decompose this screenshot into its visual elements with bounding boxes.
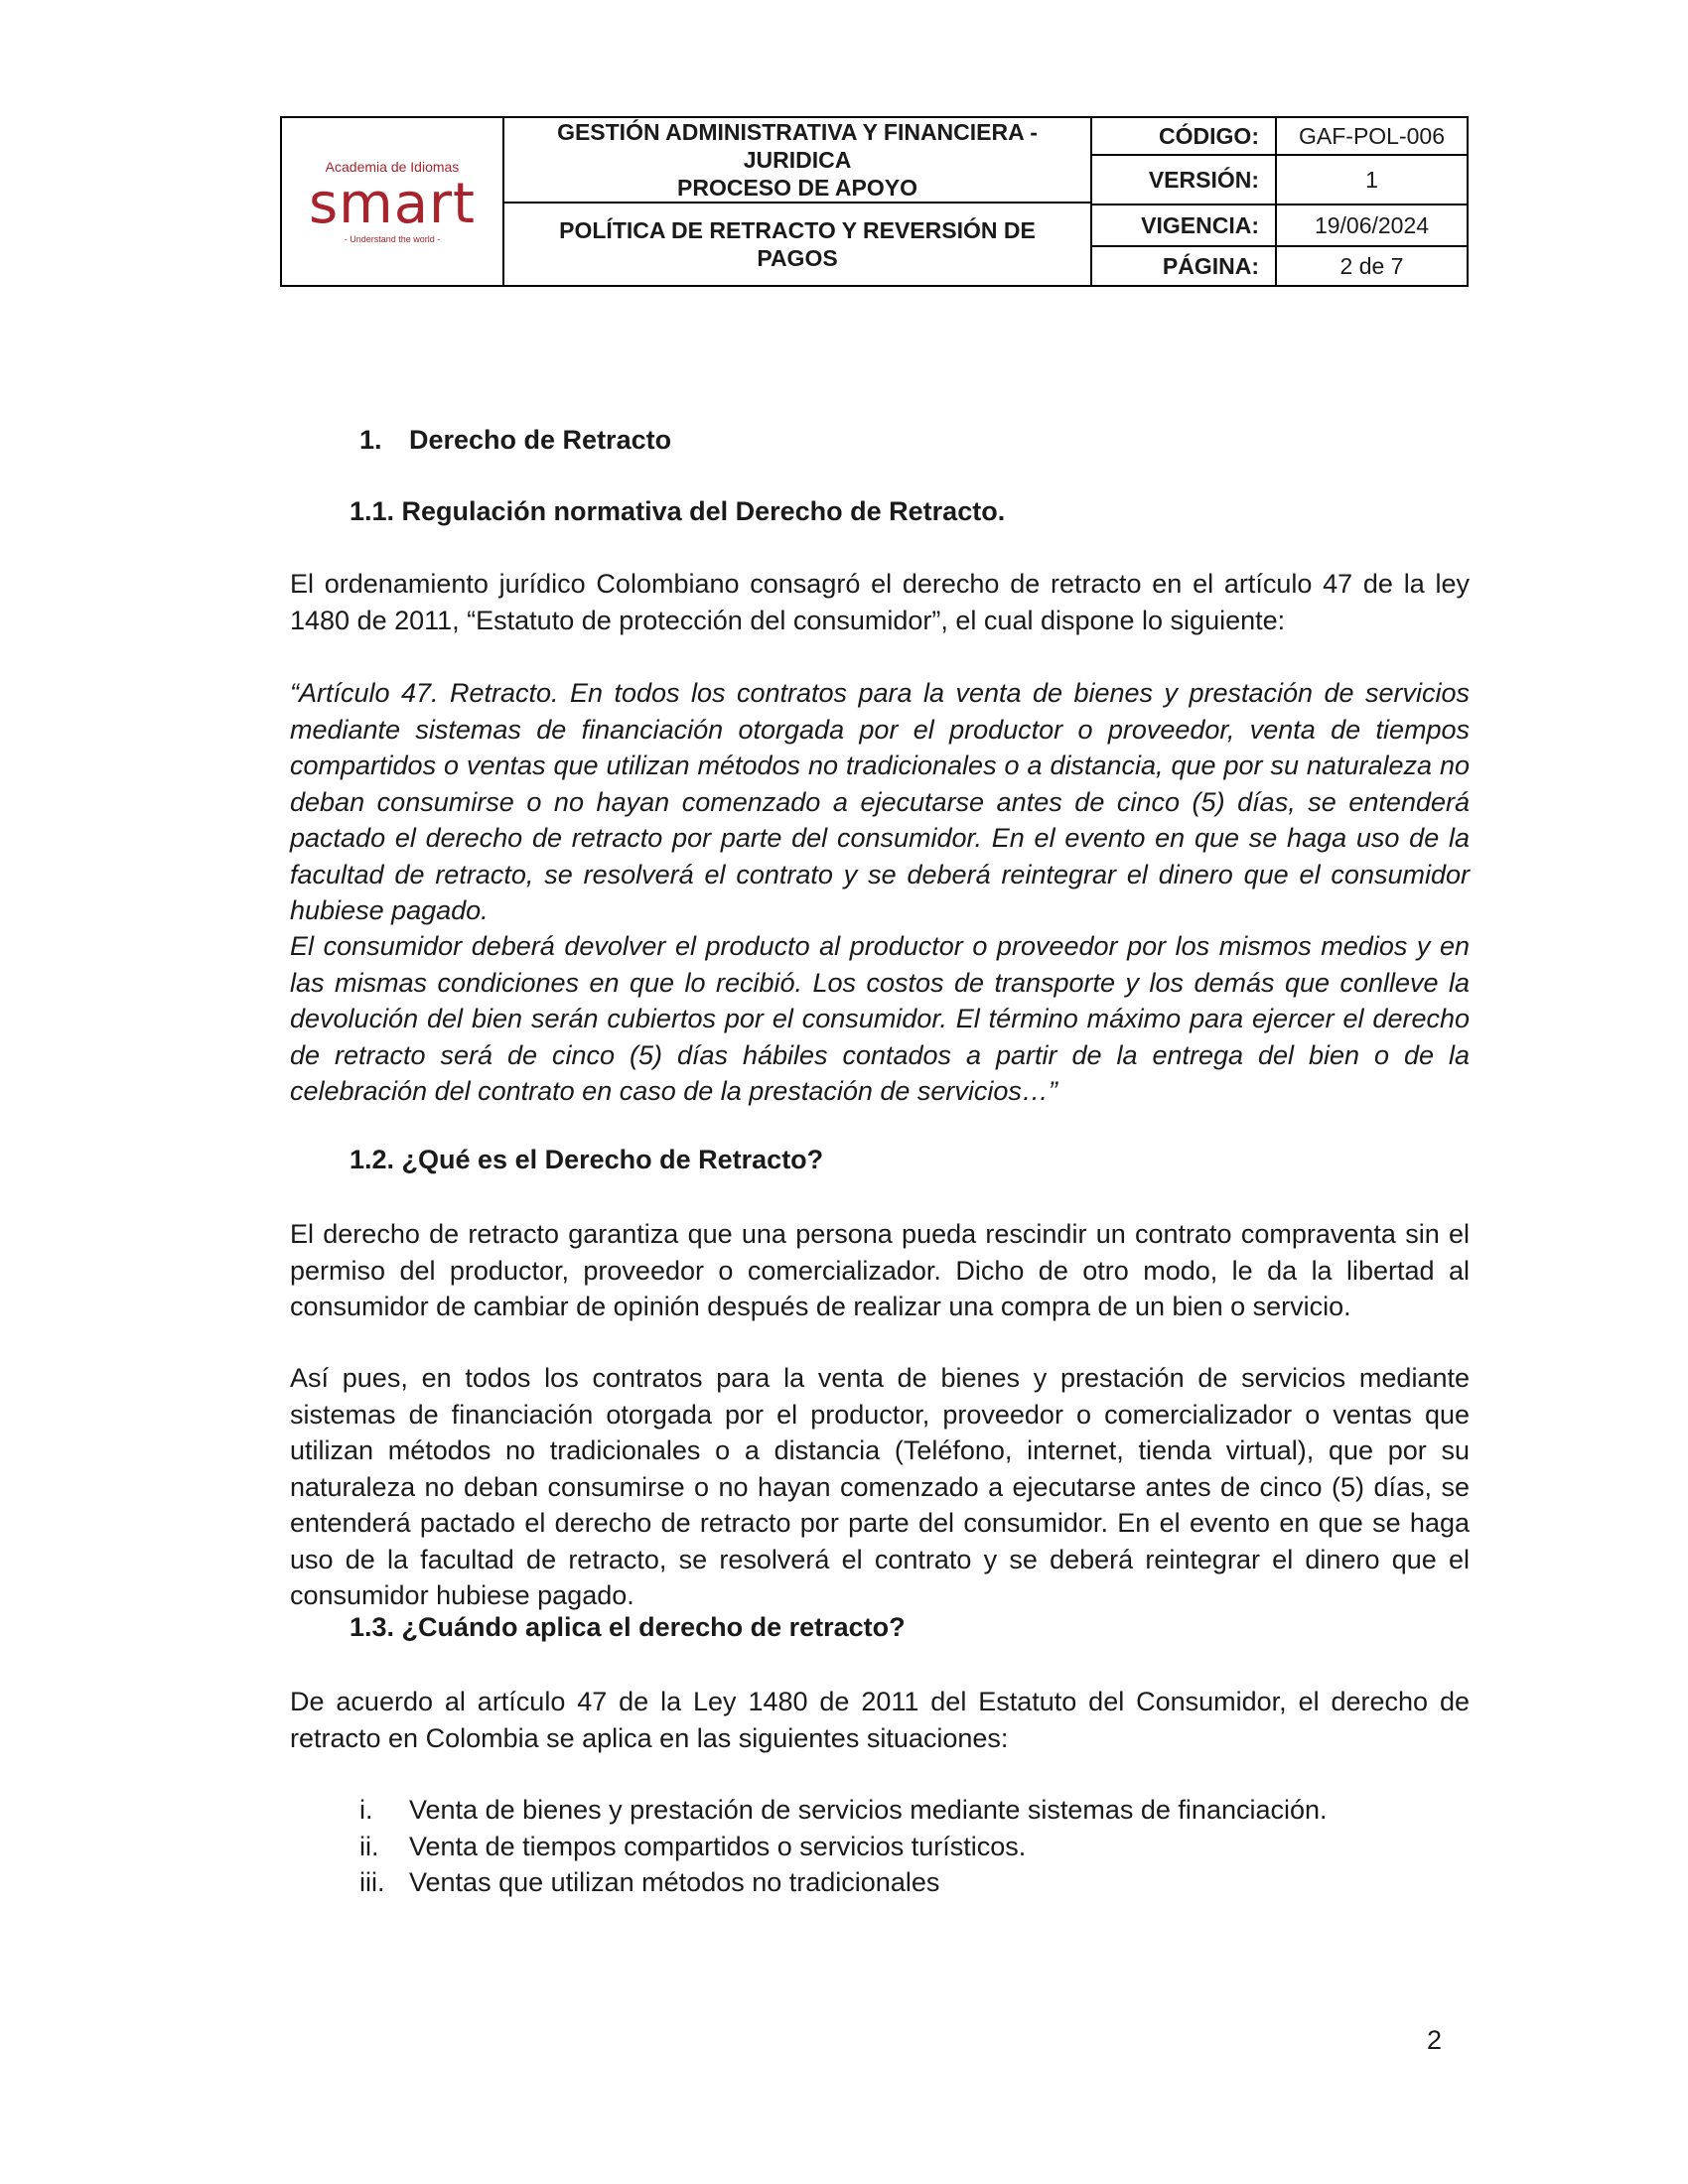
subsection-heading-1-1: 1.1. Regulación normativa del Derecho de Retracto. (350, 496, 1006, 526)
logo-wordmark: smart (308, 172, 477, 236)
subsection-heading-1-2: 1.2. ¿Qué es el Derecho de Retracto? (350, 1145, 824, 1174)
document-header-table (280, 116, 1469, 287)
field-label: VIGENCIA: (1092, 205, 1277, 245)
situations-list (359, 1792, 1328, 1901)
header-titles (504, 118, 1092, 285)
field-label: VERSIÓN: (1092, 156, 1277, 204)
list-number: iii. (359, 1867, 385, 1897)
list-text: Venta de bienes y prestación de servicios mediante sistemas de financiación. (409, 1795, 1328, 1825)
paragraph-situations: De acuerdo al artículo 47 de la Ley 1480 de 2011 del Estatuto del Consumidor, el derecho de retracto en Colombia se aplica en las siguientes situaciones: (290, 1687, 1470, 1753)
process-title: GESTIÓN ADMINISTRATIVA Y FINANCIERA - JURIDICA PROCESO DE APOYO (504, 118, 1090, 204)
list-item (359, 1864, 1328, 1901)
section-number: 1. (359, 425, 382, 455)
list-item (359, 1829, 1328, 1865)
logo-tagline: - Understand the world - (344, 234, 441, 244)
section-title: Derecho de Retracto (409, 425, 672, 455)
list-item (359, 1792, 1328, 1829)
quote-paragraph-1: “Artículo 47. Retracto. En todos los contratos para la venta de bienes y prestación de servicios mediante sistemas de financiación otorgada por el productor o proveedor, venta de tiempos compartidos o ventas que utilizan métodos no tradicionales o a distancia, que por su naturaleza no deban consumirse o no hayan comenzado a ejecutarse antes de cinco (5) días, se entenderá pactado el derecho de retracto por parte del consumidor. En el evento en que se haga uso de la facultad de retracto, se resolverá el contrato y se deberá reintegrar el dinero que el consumidor hubiese pagado. (290, 678, 1470, 925)
paragraph-scope: Así pues, en todos los contratos para la venta de bienes y prestación de servicios mediante sistemas de financiación otorgada por el productor, proveedor o comercializador o ventas que utilizan métodos no tradicionales o a distancia (Teléfono, internet, tienda virtual), que por su naturaleza no deban consumirse o no hayan comenzado a ejecutarse antes de cinco (5) días, se entenderá pactado el derecho de retracto por parte del consumidor. En el evento en que se haga uso de la facultad de retracto, se resolverá el contrato y se deberá reintegrar el dinero que el consumidor hubiese pagado. (290, 1363, 1470, 1610)
field-label: PÁGINA: (1092, 247, 1277, 285)
field-value: 1 (1365, 166, 1378, 193)
list-text: Ventas que utilizan métodos no tradicionales (409, 1867, 940, 1897)
quote-paragraph-2: El consumidor deberá devolver el producto al productor o proveedor por los mismos medios y en las mismas condiciones en que lo recibió. Los costos de transporte y los demás que conlleve la devolución del bien serán cubiertos por el consumidor. El término máximo para ejercer el derecho de retracto será de cinco (5) días hábiles contados a partir de la entrega del bien o de la celebración del contrato en caso de la prestación de servicios…” (290, 931, 1470, 1106)
list-number: ii. (359, 1831, 379, 1861)
validity-row (1092, 205, 1467, 247)
field-value: 2 de 7 (1339, 252, 1404, 279)
field-label: CÓDIGO: (1092, 118, 1277, 154)
section-heading (359, 425, 671, 456)
version-row (1092, 156, 1467, 205)
list-number: i. (359, 1795, 373, 1825)
subsection-heading-1-3: 1.3. ¿Cuándo aplica el derecho de retracto? (350, 1612, 906, 1642)
paragraph-intro: El ordenamiento jurídico Colombiano consagró el derecho de retracto en el artículo 47 de la ley 1480 de 2011, “Estatuto de protección del consumidor”, el cual dispone lo siguiente: (290, 569, 1470, 635)
field-value: 19/06/2024 (1314, 211, 1430, 238)
code-row (1092, 118, 1467, 156)
page-number: 2 (1427, 2025, 1443, 2055)
field-value: GAF-POL-006 (1299, 122, 1445, 149)
page-row (1092, 247, 1467, 285)
paragraph-definition: El derecho de retracto garantiza que una persona pueda rescindir un contrato compraventa sin el permiso del productor, proveedor o comercializador. Dicho de otro modo, le da la libertad al consumidor de cambiar de opinión después de realizar una compra de un bien o servicio. (290, 1219, 1470, 1321)
policy-title: POLÍTICA DE RETRACTO Y REVERSIÓN DE PAGOS (559, 217, 1036, 271)
company-logo (282, 118, 504, 285)
list-text: Venta de tiempos compartidos o servicios turísticos. (409, 1831, 1027, 1861)
logo-subtitle: Academia de Idiomas (325, 159, 460, 175)
header-metadata (1092, 118, 1467, 285)
